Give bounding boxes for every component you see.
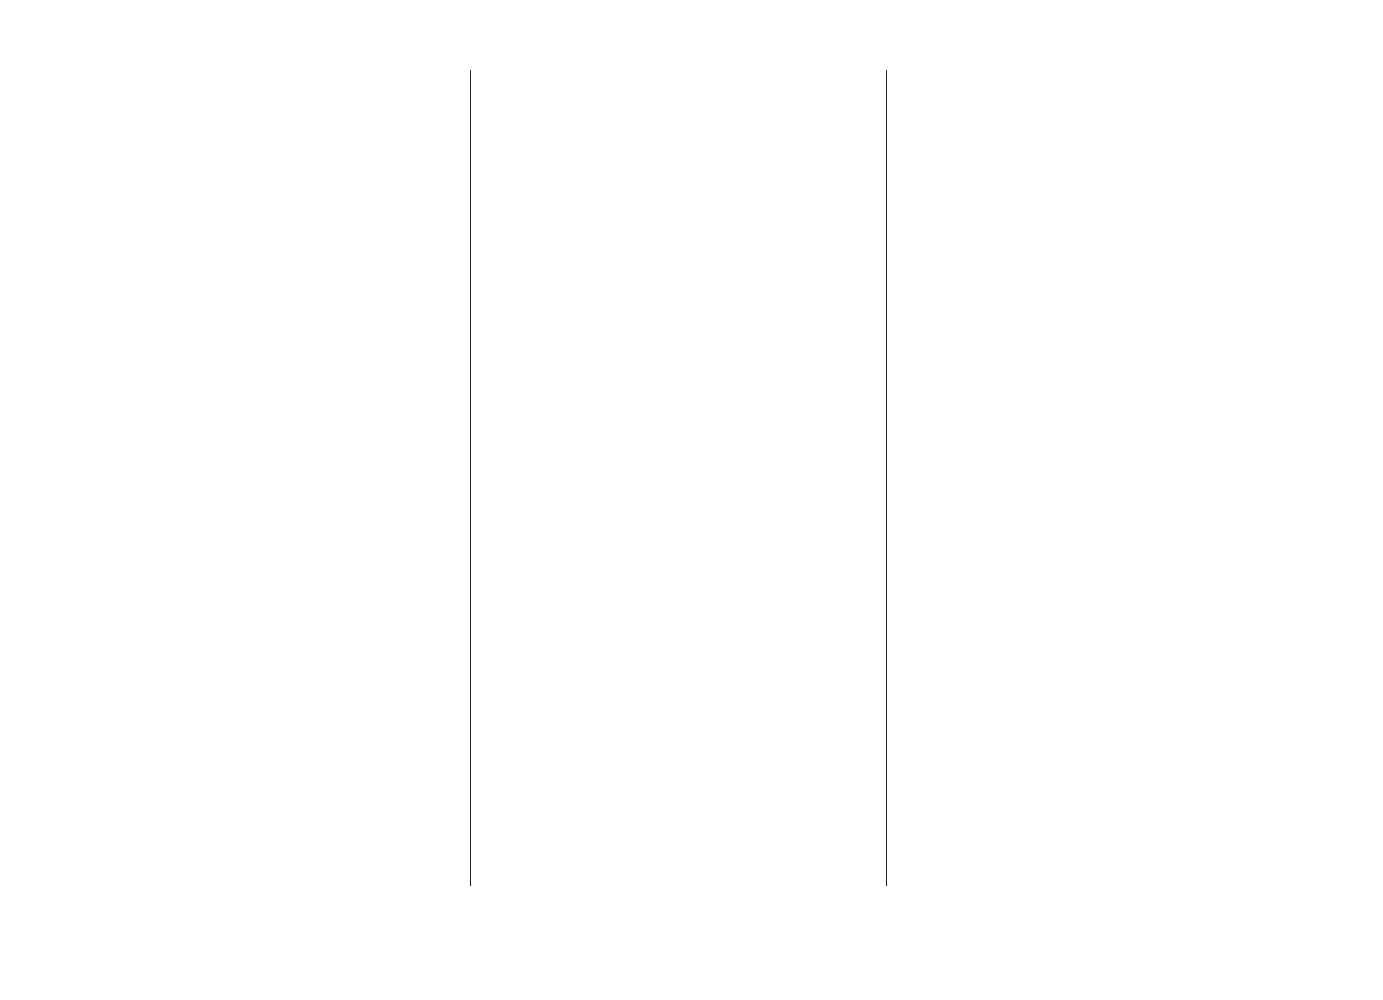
page-header bbox=[55, 902, 1311, 938]
text-column-middle bbox=[475, 64, 883, 892]
rotated-content bbox=[55, 50, 1311, 946]
column-divider bbox=[886, 70, 887, 886]
column-divider bbox=[470, 70, 471, 886]
text-column-left bbox=[891, 64, 1299, 892]
text-column-right bbox=[67, 64, 467, 892]
digitization-footer bbox=[4, 0, 24, 1000]
